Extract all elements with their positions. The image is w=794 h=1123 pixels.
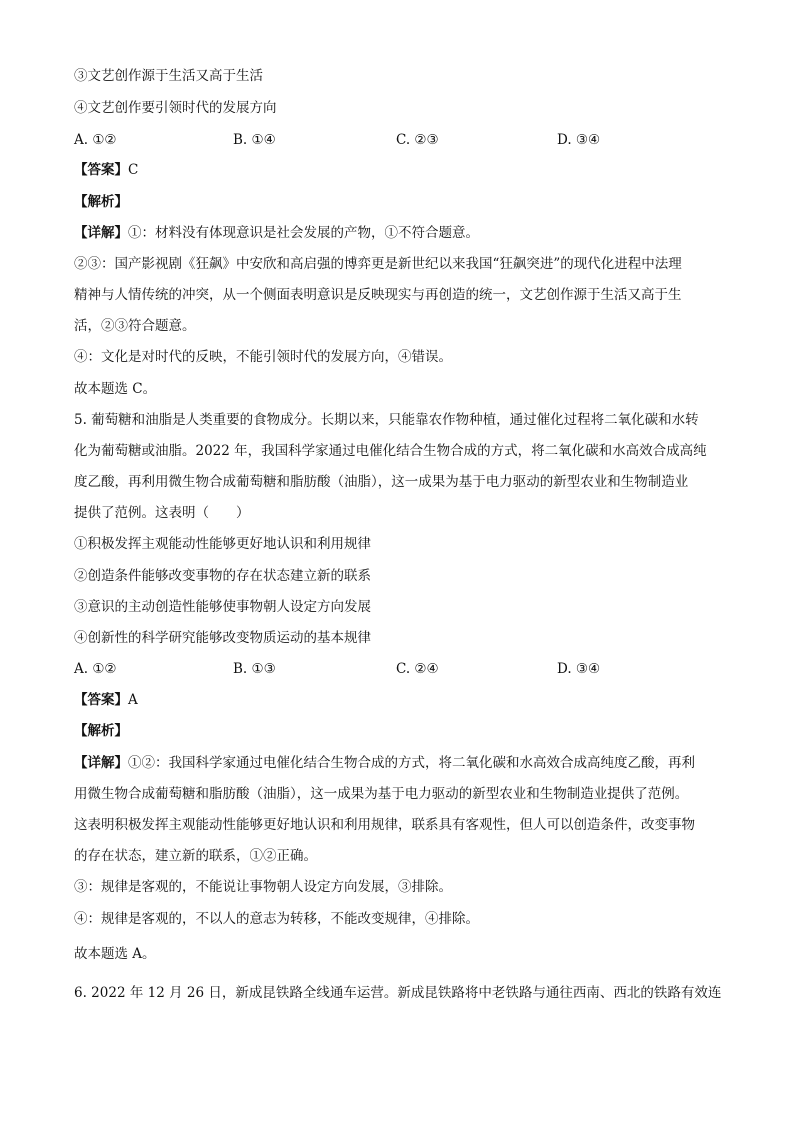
q5-stem-1: 5. 葡萄糖和油脂是人类重要的食物成分。长期以来，只能靠农作物种植，通过催化过程将二氧化碳和水转 [74, 412, 699, 428]
answer-tag: 【答案】 [74, 692, 128, 708]
q4-detail-4: 活，②③符合题意。 [74, 318, 196, 334]
q5-stem-2: 化为葡萄糖或油脂。2022 年，我国科学家通过电催化结合生物合成的方式，将二氧化碳和水高效合成高纯 [74, 443, 707, 459]
q4-item-3: ③文艺创作源于生活又高于生活 [74, 68, 263, 84]
q4-detail-3: 精神与人情传统的冲突，从一个侧面表明意识是反映现实与再创造的统一，文艺创作源于生活又高于生 [74, 287, 682, 303]
detail-tag: 【详解】 [74, 755, 128, 771]
detail-text: ①：材料没有体现意识是社会发展的产物，①不符合题意。 [128, 225, 479, 241]
q5-detail-2: 用微生物合成葡萄糖和脂肪酸（油脂），这一成果为基于电力驱动的新型农业和生物制造业提供了范例。 [74, 786, 689, 802]
q4-detail-1 [74, 224, 479, 242]
q5-item-4: ④创新性的科学研究能够改变物质运动的基本规律 [74, 630, 371, 646]
q4-option-d: D. ③④ [557, 132, 601, 148]
q4-option-a: A. ①② [74, 132, 117, 148]
q5-analysis-tag: 【解析】 [74, 723, 128, 739]
q5-detail-5: ③：规律是客观的，不能说让事物朝人设定方向发展，③排除。 [74, 879, 452, 895]
q4-option-c: C. ②③ [396, 132, 439, 148]
q5-detail-6: ④：规律是客观的，不以人的意志为转移，不能改变规律，④排除。 [74, 911, 479, 927]
q5-conclusion: 故本题选 A。 [74, 946, 156, 962]
q5-item-2: ②创造条件能够改变事物的存在状态建立新的联系 [74, 568, 371, 584]
detail-tag: 【详解】 [74, 225, 128, 241]
q5-answer [74, 691, 138, 709]
q5-option-d: D. ③④ [557, 661, 601, 677]
q4-analysis-tag: 【解析】 [74, 194, 128, 210]
detail-text: ①②：我国科学家通过电催化结合生物合成的方式，将二氧化碳和水高效合成高纯度乙酸，再利 [128, 755, 695, 771]
q4-item-4: ④文艺创作要引领时代的发展方向 [74, 100, 277, 116]
q4-option-b: B. ①④ [233, 132, 276, 148]
q5-stem-3: 度乙酸，再利用微生物合成葡萄糖和脂肪酸（油脂），这一成果为基于电力驱动的新型农业和生物制造业 [74, 474, 689, 490]
q5-detail-4: 的存在状态，建立新的联系，①②正确。 [74, 848, 317, 864]
q6-stem-1: 6. 2022 年 12 月 26 日，新成昆铁路全线通车运营。新成昆铁路将中老铁路与通往西南、西北的铁路有效连 [74, 985, 722, 1001]
answer-tag: 【答案】 [74, 162, 128, 178]
q5-item-1: ①积极发挥主观能动性能够更好地认识和利用规律 [74, 536, 371, 552]
q4-conclusion: 故本题选 C。 [74, 381, 157, 397]
q5-detail-3: 这表明积极发挥主观能动性能够更好地认识和利用规律，联系具有客观性，但人可以创造条件，改变事物 [74, 817, 695, 833]
q4-answer [74, 161, 138, 179]
q4-detail-5: ④：文化是对时代的反映，不能引领时代的发展方向，④错误。 [74, 349, 452, 365]
q5-item-3: ③意识的主动创造性能够使事物朝人设定方向发展 [74, 599, 371, 615]
q4-detail-2: ②③：国产影视剧《狂飙》中安欣和高启强的博弈更是新世纪以来我国“狂飙突进”的现代化进程中法理 [74, 256, 682, 272]
q5-option-a: A. ①② [74, 661, 117, 677]
answer-value: A [128, 692, 138, 708]
q5-stem-4: 提供了范例。这表明（ ） [74, 505, 250, 521]
q5-option-b: B. ①③ [233, 661, 276, 677]
answer-value: C [128, 162, 139, 178]
q5-option-c: C. ②④ [396, 661, 439, 677]
q5-detail-1 [74, 754, 695, 772]
